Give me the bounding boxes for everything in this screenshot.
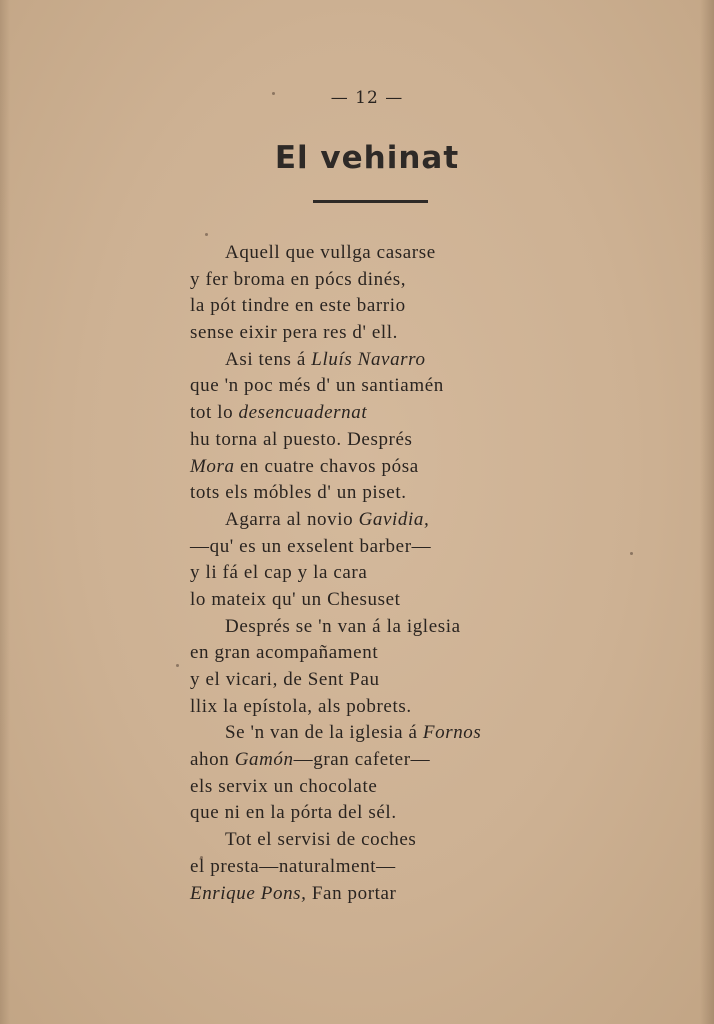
poem-line-segment: —qu' es un exselent barber— bbox=[190, 535, 432, 557]
poem-line bbox=[190, 347, 570, 374]
poem-line bbox=[190, 267, 570, 294]
poem-line-segment: la pót tindre en este barrio bbox=[190, 295, 406, 317]
paper-fleck bbox=[630, 552, 633, 555]
poem-line-segment: tots els móbles d' un piset. bbox=[190, 482, 407, 504]
poem-line bbox=[190, 747, 570, 774]
poem-line-segment: que ni en la pórta del sél. bbox=[190, 802, 397, 824]
paper-fleck bbox=[205, 233, 208, 236]
poem-line-italic-segment: Fornos bbox=[422, 722, 482, 744]
poem-line-segment: ahon bbox=[190, 749, 235, 771]
poem-line-segment: —gran cafeter— bbox=[293, 749, 431, 771]
poem-line-segment: el presta—naturalment— bbox=[190, 855, 396, 877]
poem-line bbox=[190, 427, 570, 454]
poem-line-italic-segment: desencuadernat bbox=[238, 402, 368, 424]
poem-line bbox=[190, 774, 570, 801]
poem-line-segment: en cuatre chavos pósa bbox=[234, 455, 419, 477]
title-underline-divider bbox=[313, 200, 428, 203]
poem-line-segment: lo mateix qu' un Chesuset bbox=[190, 588, 401, 610]
poem-line-segment: Fan portar bbox=[306, 882, 397, 904]
poem-body bbox=[190, 240, 570, 907]
poem-line-italic-segment: Gamón bbox=[234, 749, 294, 771]
poem-line bbox=[190, 400, 570, 427]
poem-line-italic-segment: Mora bbox=[190, 455, 235, 477]
poem-line-segment: en gran acompañament bbox=[190, 642, 379, 664]
paper-fleck bbox=[200, 856, 203, 859]
poem-line-segment: hu torna al puesto. Després bbox=[190, 428, 413, 450]
poem-line-italic-segment: Gavidia, bbox=[358, 508, 430, 530]
paper-fleck bbox=[272, 92, 275, 95]
poem-line-segment: que 'n poc més d' un santiamén bbox=[190, 375, 444, 397]
poem-line bbox=[190, 800, 570, 827]
poem-line-segment: Tot el servisi de coches bbox=[225, 829, 417, 851]
poem-line bbox=[190, 614, 570, 641]
poem-line-segment: els servix un chocolate bbox=[190, 775, 378, 797]
poem-line bbox=[190, 454, 570, 481]
poem-line bbox=[190, 640, 570, 667]
poem-line bbox=[190, 587, 570, 614]
poem-line-segment: y li fá el cap y la cara bbox=[190, 562, 368, 584]
poem-line bbox=[190, 293, 570, 320]
poem-line bbox=[190, 720, 570, 747]
poem-line bbox=[190, 507, 570, 534]
poem-line-segment: Després se 'n van á la iglesia bbox=[225, 615, 461, 637]
poem-line bbox=[190, 373, 570, 400]
page-title: El vehinat bbox=[274, 140, 460, 176]
poem-line bbox=[190, 854, 570, 881]
poem-line bbox=[190, 560, 570, 587]
poem-line-segment: sense eixir pera res d' ell. bbox=[190, 322, 399, 344]
poem-line-segment: y el vicari, de Sent Pau bbox=[190, 669, 380, 690]
poem-line bbox=[190, 881, 570, 908]
poem-line bbox=[190, 667, 570, 694]
poem-line bbox=[190, 534, 570, 561]
poem-line-segment: Asi tens á bbox=[225, 348, 312, 370]
poem-line-segment: tot lo bbox=[190, 402, 239, 424]
poem-line bbox=[190, 320, 570, 347]
poem-line bbox=[190, 240, 570, 267]
poem-line-segment: llix la epístola, als pobrets. bbox=[190, 695, 412, 717]
poem-line-italic-segment: Lluís Navarro bbox=[311, 348, 426, 370]
poem-line-segment: y fer broma en pócs dinés, bbox=[190, 268, 407, 290]
poem-line bbox=[190, 480, 570, 507]
page-number: — 12 — bbox=[330, 88, 404, 108]
paper-fleck bbox=[176, 664, 179, 667]
poem-line bbox=[190, 827, 570, 854]
poem-line-italic-segment: Enrique Pons, bbox=[190, 882, 307, 904]
poem-line-segment: Se 'n van de la iglesia á bbox=[225, 722, 423, 744]
poem-line bbox=[190, 694, 570, 721]
poem-line-segment: Aquell que vullga casarse bbox=[225, 242, 436, 263]
poem-line-segment: Agarra al novio bbox=[225, 508, 359, 530]
